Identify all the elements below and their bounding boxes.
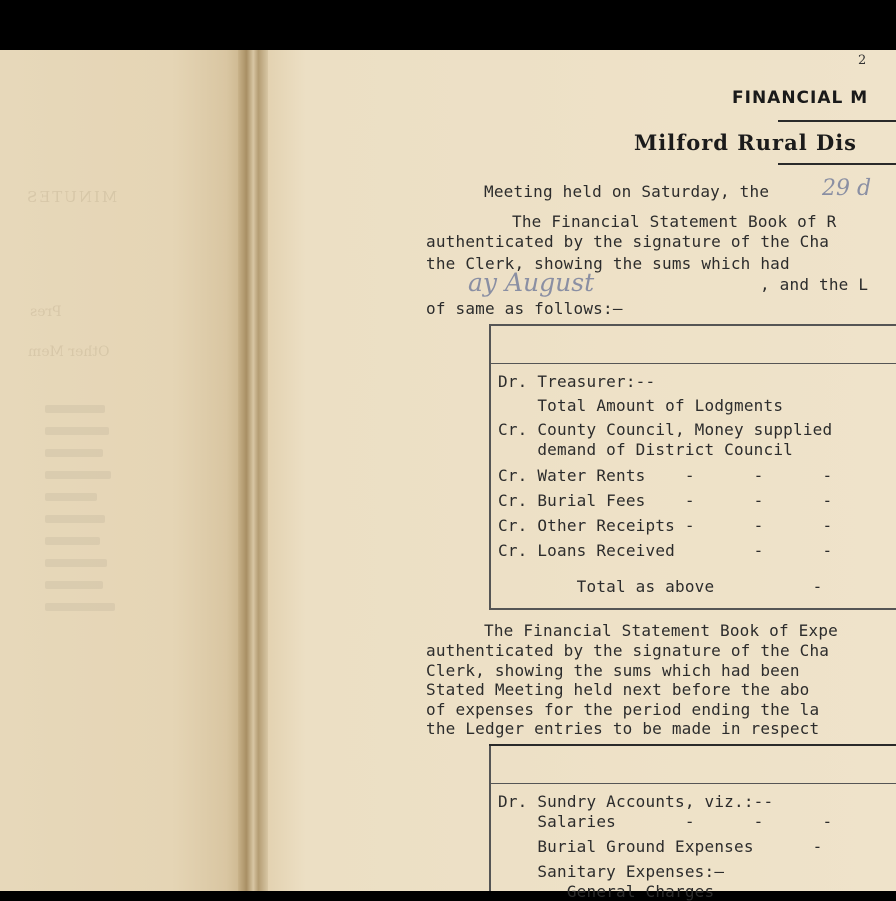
expenses-line-3: Clerk, showing the sums which had been bbox=[426, 661, 800, 680]
council-rule bbox=[778, 163, 896, 165]
ghost-row bbox=[45, 515, 105, 523]
ghost-row bbox=[45, 471, 111, 479]
council-name: Milford Rural Dis bbox=[634, 130, 857, 155]
intro-line-4: , and the L bbox=[760, 275, 869, 294]
expenses-line-1: The Financial Statement Book of Expe bbox=[484, 621, 838, 640]
expenses-header-rule bbox=[491, 783, 896, 784]
intro-line-2: authenticated by the signature of the Cha bbox=[426, 232, 830, 251]
receipts-row: Cr. Burial Fees - - - bbox=[498, 491, 833, 510]
ghost-row bbox=[45, 449, 103, 457]
expenses-line-2: authenticated by the signature of the Cha bbox=[426, 641, 830, 660]
ghost-row bbox=[45, 493, 97, 501]
expenses-line-5: of expenses for the period ending the la bbox=[426, 700, 820, 719]
ghost-row bbox=[45, 537, 100, 545]
expenses-table-left-border bbox=[489, 746, 491, 891]
ghost-row bbox=[45, 559, 107, 567]
meeting-line: Meeting held on Saturday, the bbox=[484, 182, 770, 201]
intro-line-5: of same as follows:— bbox=[426, 299, 623, 318]
handwritten-month: ay August bbox=[468, 268, 595, 297]
expenses-line-4: Stated Meeting held next before the abo bbox=[426, 680, 810, 699]
intro-line-1: The Financial Statement Book of R bbox=[512, 212, 837, 231]
receipts-row: Total Amount of Lodgments bbox=[498, 396, 784, 415]
receipts-row: Cr. Other Receipts - - - bbox=[498, 516, 833, 535]
handwritten-date: 29 d bbox=[822, 176, 872, 201]
receipts-row: demand of District Council bbox=[498, 440, 793, 459]
book-gutter bbox=[238, 50, 272, 891]
ghost-line-b: Other Mem bbox=[28, 344, 110, 360]
receipts-row: Cr. Loans Received - - bbox=[498, 541, 833, 560]
ghost-row bbox=[45, 603, 115, 611]
receipts-row: Dr. Treasurer:-- bbox=[498, 372, 656, 391]
title-rule bbox=[778, 120, 896, 122]
intro-line-3: the Clerk, showing the sums which had bbox=[426, 254, 790, 273]
ghost-header: MINUTES bbox=[25, 188, 118, 206]
ghost-row bbox=[45, 581, 103, 589]
expenses-line-6: the Ledger entries to be made in respect bbox=[426, 719, 820, 738]
left-page bbox=[0, 50, 246, 891]
receipts-row: Cr. County Council, Money supplied bbox=[498, 420, 833, 439]
ghost-line-a: Pres bbox=[30, 304, 62, 320]
page-title: FINANCIAL M bbox=[732, 88, 869, 108]
expenses-row: Sanitary Expenses:— bbox=[498, 862, 725, 881]
expenses-table-top-rule bbox=[489, 744, 896, 746]
ghost-row bbox=[45, 405, 105, 413]
expenses-row: Burial Ground Expenses - bbox=[498, 837, 823, 856]
expenses-row: General Charges bbox=[498, 882, 715, 901]
expenses-row: Salaries - - - bbox=[498, 812, 833, 831]
ghost-row bbox=[45, 427, 109, 435]
receipts-header-rule bbox=[491, 363, 896, 364]
expenses-row: Dr. Sundry Accounts, viz.:-- bbox=[498, 792, 774, 811]
receipts-row: Cr. Water Rents - - - bbox=[498, 466, 833, 485]
top-black-bar bbox=[0, 0, 896, 50]
page-number: 2 bbox=[858, 53, 867, 68]
receipts-total: Total as above - bbox=[498, 577, 823, 596]
